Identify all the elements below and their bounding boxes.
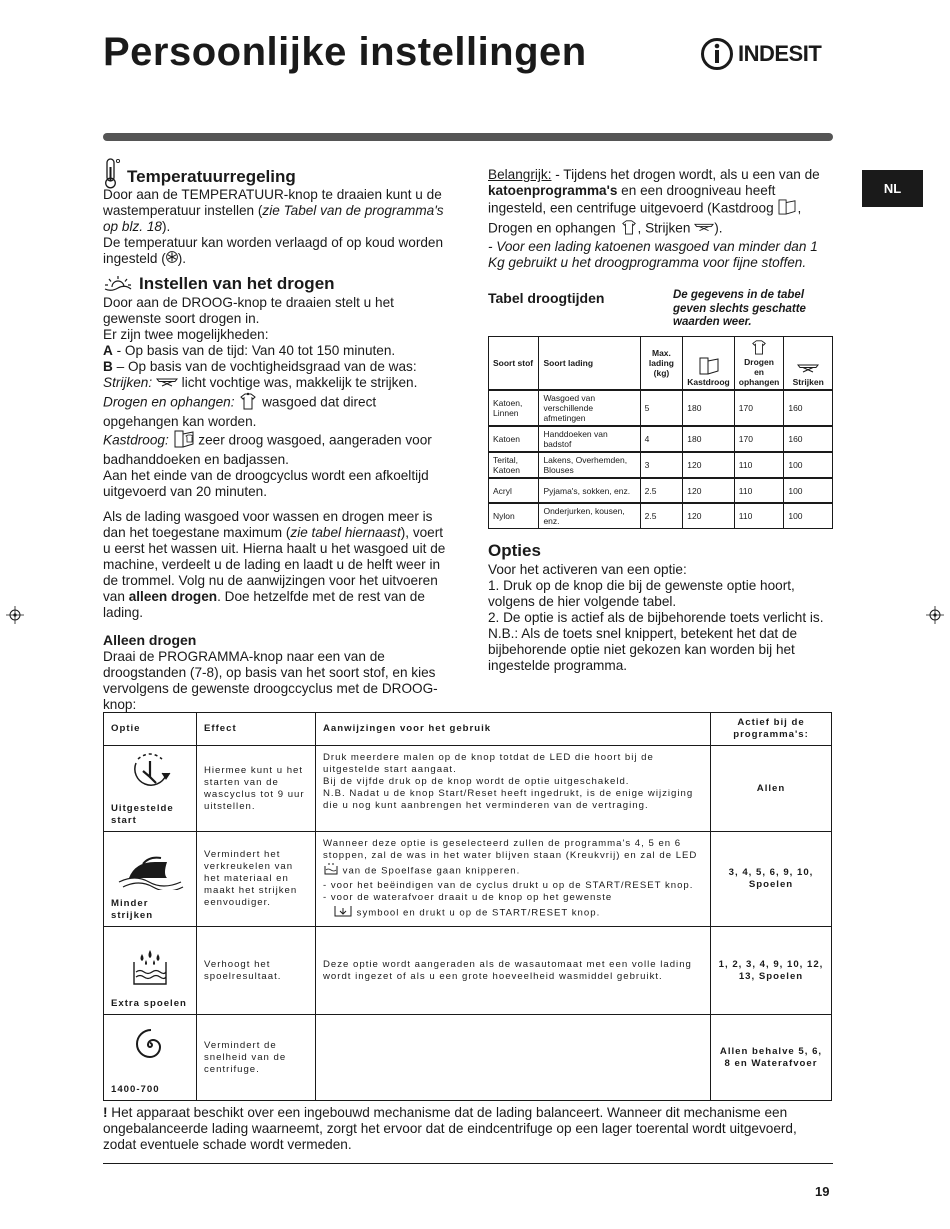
- temp-text-2: De temperatuur kan worden verlaagd of op koud worden ingesteld ( ).: [103, 235, 444, 266]
- table-row: Katoen Handdoeken van badstof 4 180 170 160: [489, 426, 833, 452]
- options-table: [103, 712, 832, 1101]
- th-drogen-ophangen: Drogen en ophangen: [734, 337, 784, 391]
- alleen-heading: Alleen drogen: [103, 631, 197, 648]
- table-row: [104, 746, 832, 832]
- th-soort-lading: Soort lading: [539, 337, 640, 391]
- table-row: Acryl Pyjama's, sokken, enz. 2.5 120 110 100: [489, 478, 833, 503]
- table-row: Terital, Katoen Lakens, Overhemden, Blouses 3 120 110 100: [489, 452, 833, 478]
- option-active: Allen behalve 5, 6, 8 en Waterafvoer: [711, 1015, 832, 1101]
- iron-dry-icon: [694, 221, 714, 237]
- dry-heading-text: Instellen van het drogen: [139, 274, 335, 294]
- temp-text-1: Door aan de TEMPERATUUR-knop te draaien kunt u de wastemperatuur instellen (zie Tabel van de programma's op blz. 18).: [103, 187, 444, 234]
- option-effect: Vermindert het verkreukelen van het materiaal en maakt het strijken eenvoudiger.: [197, 832, 316, 927]
- right-column: [488, 167, 833, 271]
- cupboard-dry-icon: [173, 430, 195, 452]
- header-rule: [103, 133, 833, 141]
- dry-option-b: B – Op basis van de vochtigheidsgraad van de was:: [103, 359, 417, 375]
- option-instructions: Druk meerdere malen op de knop totdat de LED die hoort bij de uitgestelde start aangaat. Bij de vijfde druk op de knop wordt de optie uitgeschakeld. N.B. Nadat u de knop Start/Reset heeft ingedrukt, is de enige wijziging die u nog kunt aanbrengen het verminderen van de vertraging.: [316, 746, 711, 832]
- iron-icon: [115, 852, 185, 890]
- dry-table-note: De gegevens in de tabel geven slechts geschatte waarden weer.: [673, 289, 806, 328]
- option-effect: Hiermee kunt u het starten van de wascyclus tot 9 uur uitstellen.: [197, 746, 316, 832]
- th-effect: Effect: [197, 713, 316, 746]
- iron-dry-icon: [797, 361, 819, 375]
- page-title: Persoonlijke instellingen: [103, 30, 587, 74]
- cupboard-dry-icon: [698, 357, 720, 375]
- hang-dry-icon: [750, 339, 768, 355]
- option-name: Extra spoelen: [104, 927, 197, 1015]
- dry-text-1: Door aan de DROOG-knop te draaien stelt u het gewenste soort drogen in.: [103, 295, 394, 327]
- th-max-lading: Max. lading (kg): [640, 337, 683, 391]
- brand-logo: [700, 36, 821, 72]
- drying-times-table: [488, 336, 833, 529]
- option-name: Uitgestelde start: [104, 746, 197, 832]
- iron-dry-icon: [156, 376, 178, 392]
- dry-heading: [103, 273, 448, 295]
- table-row: Nylon Onderjurken, kousen, enz. 2.5 120 110 100: [489, 503, 833, 529]
- hang-dry-icon: [620, 219, 638, 239]
- warning-mark: !: [103, 1105, 108, 1120]
- opties-text-4: N.B.: Als de toets snel knippert, betekent het dat de bijbehorende optie niet gekozen kan worden bij het ingestelde programma.: [488, 626, 798, 673]
- brand-name: INDESIT: [738, 41, 822, 66]
- table-row: [104, 927, 832, 1015]
- extra-rinse-icon: [130, 948, 170, 988]
- snowflake-icon: [166, 251, 178, 267]
- important-note: - Voor een lading katoenen wasgoed van minder dan 1 Kg gebruikt u het droogprogramma voor fijne stoffen.: [488, 239, 818, 270]
- drain-icon: [333, 904, 353, 922]
- sun-dry-icon: [103, 274, 133, 294]
- table-row: [104, 832, 832, 927]
- temp-heading-text: Temperatuurregeling: [127, 167, 296, 186]
- table-row: Katoen, Linnen Wasgoed van verschillende afmetingen 5 180 170 160: [489, 390, 833, 426]
- opties-text-2: 1. Druk op de knop die bij de gewenste optie hoort, volgens de hier volgende tabel.: [488, 578, 795, 609]
- thermometer-icon: [103, 157, 121, 189]
- option-active: Allen: [711, 746, 832, 832]
- page-number: 19: [815, 1184, 830, 1199]
- th-kastdroog: Kastdroog: [683, 337, 735, 391]
- language-tab: NL: [862, 170, 923, 207]
- option-effect: Verhoogt het spoelresultaat.: [197, 927, 316, 1015]
- opties-heading: Opties: [488, 541, 541, 560]
- dry-text-3: Aan het einde van de droogcyclus wordt een afkoeltijd uitgevoerd van 20 minuten.: [103, 467, 429, 499]
- hang-dry-icon: [238, 392, 258, 414]
- dry-text-2: Er zijn twee mogelijkheden:: [103, 327, 269, 343]
- table-row: [104, 1015, 832, 1101]
- option-effect: Vermindert de snelheid van de centrifuge.: [197, 1015, 316, 1101]
- th-aanwijzingen: Aanwijzingen voor het gebruik: [316, 713, 711, 746]
- option-instructions: [316, 1015, 711, 1101]
- dry-table-title: Tabel droogtijden: [488, 290, 605, 306]
- registration-mark-icon: [926, 606, 944, 624]
- rinse-led-icon: [323, 862, 339, 880]
- option-active: 1, 2, 3, 4, 9, 10, 12, 13, Spoelen: [711, 927, 832, 1015]
- option-name: 1400-700: [104, 1015, 197, 1101]
- alleen-text: Draai de PROGRAMMA-knop naar een van de droogstanden (7-8), op basis van het soort stof, en kies vervolgens de gewenste droogccyclus met de DROOG-knop:: [103, 648, 438, 712]
- dry-strijken: Strijken: licht vochtige was, makkelijk te strijken.: [103, 375, 418, 391]
- important-text: Belangrijk: - Tijdens het drogen wordt, als u een van de katoenprogramma's en een droogniveau heeft ingesteld, een centrifuge uitgevoerd (Kastdroog , Drogen en ophangen , Strijken ).: [488, 167, 833, 239]
- th-actief: Actief bij de programma's:: [711, 713, 832, 746]
- th-strijken: Strijken: [784, 337, 833, 391]
- dry-ophangen: Drogen en ophangen: wasgoed dat direct opgehangen kan worden.: [103, 392, 448, 430]
- dry-option-a: A - Op basis van de tijd: Van 40 tot 150 minuten.: [103, 343, 396, 359]
- th-soort-stof: Soort stof: [489, 337, 539, 391]
- indesit-logo-icon: [700, 37, 734, 71]
- balance-warning: [103, 1105, 833, 1153]
- option-active: 3, 4, 5, 6, 9, 10, Spoelen: [711, 832, 832, 927]
- option-instructions: Wanneer deze optie is geselecteerd zullen de programma's 4, 5 en 6 stoppen, zal de was in het water blijven staan (Kreukvrij) en zal de LED van de Spoelfase gaan knipperen. - voor het beëindigen van de cyclus drukt u op de START/RESET knop. - voor de waterafvoer draait u de knop op het gewenste symbool en drukt u op de START/RESET knop.: [316, 832, 711, 927]
- temp-heading: [103, 157, 448, 189]
- warning-text: Het apparaat beschikt over een ingebouwd mechanisme dat de lading balanceert. Wanneer dit mechanisme een ongebalanceerde lading waarneemt, zorgt het ervoor dat de eindcentrifuge op een lager toerental wordt uitgevoerd, zodat eventuele schade wordt vermeden.: [103, 1105, 797, 1152]
- dry-kast: Kastdroog: zeer droog wasgoed, aangeraden voor badhanddoeken en badjassen.: [103, 430, 448, 468]
- dry-text-4: Als de lading wasgoed voor wassen en drogen meer is dan het toegestane maximum (zie tabel hiernaast), voert u eerst het wassen uit. Hierna haalt u het wasgoed uit de machine, verdeelt u de lading en laadt u de helft weer in de trommel. Volg nu de aanwijzingen voor het uitvoeren van alleen drogen. Doe hetzelfde met de rest van de lading.: [103, 508, 446, 620]
- th-optie: Optie: [104, 713, 197, 746]
- option-name: Minder strijken: [104, 832, 197, 927]
- spin-icon: [133, 1028, 167, 1062]
- footer-rule: [103, 1163, 833, 1164]
- opties-section: [488, 540, 833, 674]
- opties-text-3: 2. De optie is actief als de bijbehorende toets verlicht is.: [488, 610, 824, 625]
- opties-text-1: Voor het activeren van een optie:: [488, 562, 687, 577]
- registration-mark-icon: [6, 606, 24, 624]
- delay-start-icon: [126, 751, 174, 793]
- cupboard-dry-icon: [777, 199, 797, 219]
- option-instructions: Deze optie wordt aangeraden als de wasautomaat met een volle lading wordt ingezet of als u een grote hoeveelheid wasmiddel gebruikt.: [316, 927, 711, 1015]
- left-column: [103, 157, 448, 713]
